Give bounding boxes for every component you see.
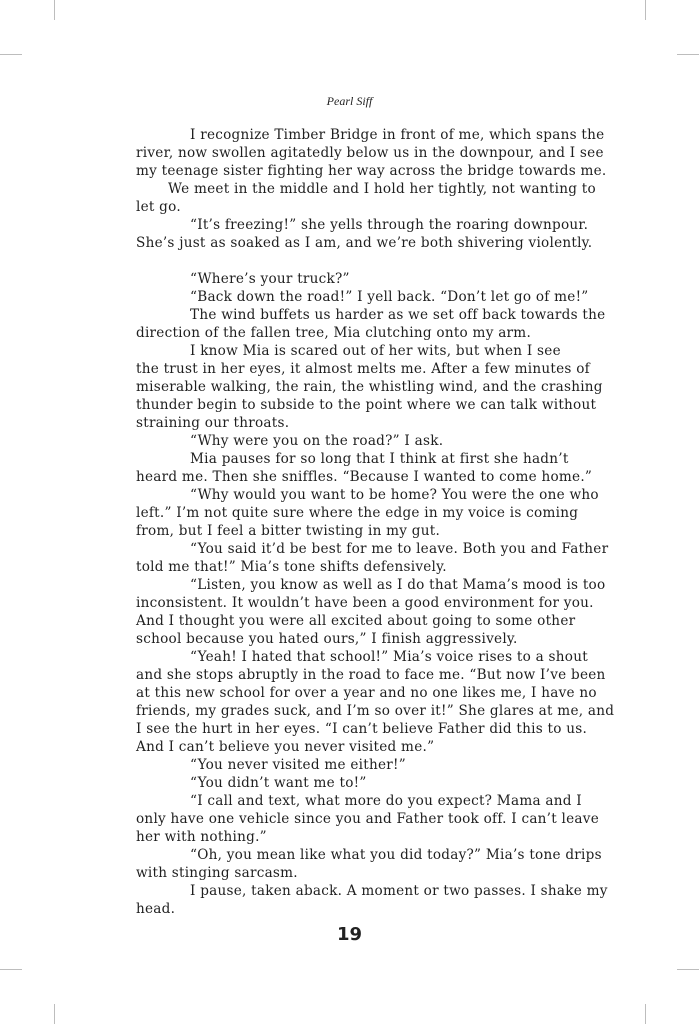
running-header-author: Pearl Siff [326, 94, 373, 108]
text-line: She’s just as soaked as I am, and we’re both shivering violently. [136, 235, 593, 251]
text-line: I recognize Timber Bridge in front of me, which spans the [190, 127, 605, 143]
text-line: We meet in the middle and I hold her tightly, not wanting to [168, 181, 596, 197]
text-line: “I call and text, what more do you expect? Mama and I [190, 793, 582, 809]
crop-mark [645, 0, 646, 20]
text-line: school because you hated ours,” I finish aggressively. [136, 631, 518, 647]
text-line: with stinging sarcasm. [136, 865, 298, 881]
text-line: her with nothing.” [136, 829, 267, 845]
text-line: friends, my grades suck, and I’m so over it!” She glares at me, and [136, 703, 615, 719]
text-line: I pause, taken aback. A moment or two passes. I shake my [190, 883, 608, 899]
text-line: And I can’t believe you never visited me.” [136, 739, 435, 755]
crop-mark [677, 54, 699, 55]
body-text [136, 126, 615, 918]
crop-mark [645, 1004, 646, 1024]
text-line: heard me. Then she sniffles. “Because I wanted to come home.” [136, 469, 593, 485]
crop-mark [0, 969, 22, 970]
text-line: inconsistent. It wouldn’t have been a good environment for you. [136, 595, 594, 611]
text-line: at this new school for over a year and no one likes me, I have no [136, 685, 597, 701]
text-line: left.” I’m not quite sure where the edge in my voice is coming [136, 505, 579, 521]
text-line: I know Mia is scared out of her wits, but when I see [190, 343, 561, 359]
text-line: “Where’s your truck?” [190, 271, 350, 287]
text-line: thunder begin to subside to the point where we can talk without [136, 397, 597, 413]
text-line: “Back down the road!” I yell back. “Don’t let go of me!” [190, 289, 589, 305]
text-line: And I thought you were all excited about going to some other [136, 613, 576, 629]
text-line: told me that!” Mia’s tone shifts defensively. [136, 559, 447, 575]
text-line: straining our throats. [136, 415, 290, 431]
crop-mark [54, 1004, 55, 1024]
paragraph-gap [136, 252, 592, 270]
text-line: “You didn’t want me to!” [190, 775, 367, 791]
text-line: my teenage sister fighting her way across the bridge towards me. [136, 163, 607, 179]
crop-mark [54, 0, 55, 20]
text-line: miserable walking, the rain, the whistling wind, and the crashing [136, 379, 603, 395]
text-line: The wind buffets us harder as we set off back towards the [190, 307, 606, 323]
page-number: 19 [336, 924, 363, 945]
text-line: Mia pauses for so long that I think at first she hadn’t [190, 451, 569, 467]
text-line: let go. [136, 199, 181, 215]
crop-mark [0, 54, 22, 55]
text-line: “It’s freezing!” she yells through the roaring downpour. [190, 217, 589, 233]
text-line: “Why were you on the road?” I ask. [190, 433, 444, 449]
text-line: I see the hurt in her eyes. “I can’t believe Father did this to us. [136, 721, 588, 737]
text-line: head. [136, 901, 176, 917]
text-line: only have one vehicle since you and Father took off. I can’t leave [136, 811, 600, 827]
text-line: and she stops abruptly in the road to face me. “But now I’ve been [136, 667, 606, 683]
text-line: “Listen, you know as well as I do that Mama’s mood is too [190, 577, 606, 593]
text-line: river, now swollen agitatedly below us in the downpour, and I see [136, 145, 604, 161]
text-line: “Oh, you mean like what you did today?” Mia’s tone drips [190, 847, 602, 863]
text-line: the trust in her eyes, it almost melts me. After a few minutes of [136, 361, 590, 377]
crop-mark [677, 969, 699, 970]
text-line: “You said it’d be best for me to leave. Both you and Father [190, 541, 609, 557]
text-line: from, but I feel a bitter twisting in my gut. [136, 523, 441, 539]
text-line: “You never visited me either!” [190, 757, 406, 773]
text-line: direction of the fallen tree, Mia clutching onto my arm. [136, 325, 532, 341]
text-line: “Yeah! I hated that school!” Mia’s voice rises to a shout [190, 649, 588, 665]
text-line: “Why would you want to be home? You were the one who [190, 487, 599, 503]
